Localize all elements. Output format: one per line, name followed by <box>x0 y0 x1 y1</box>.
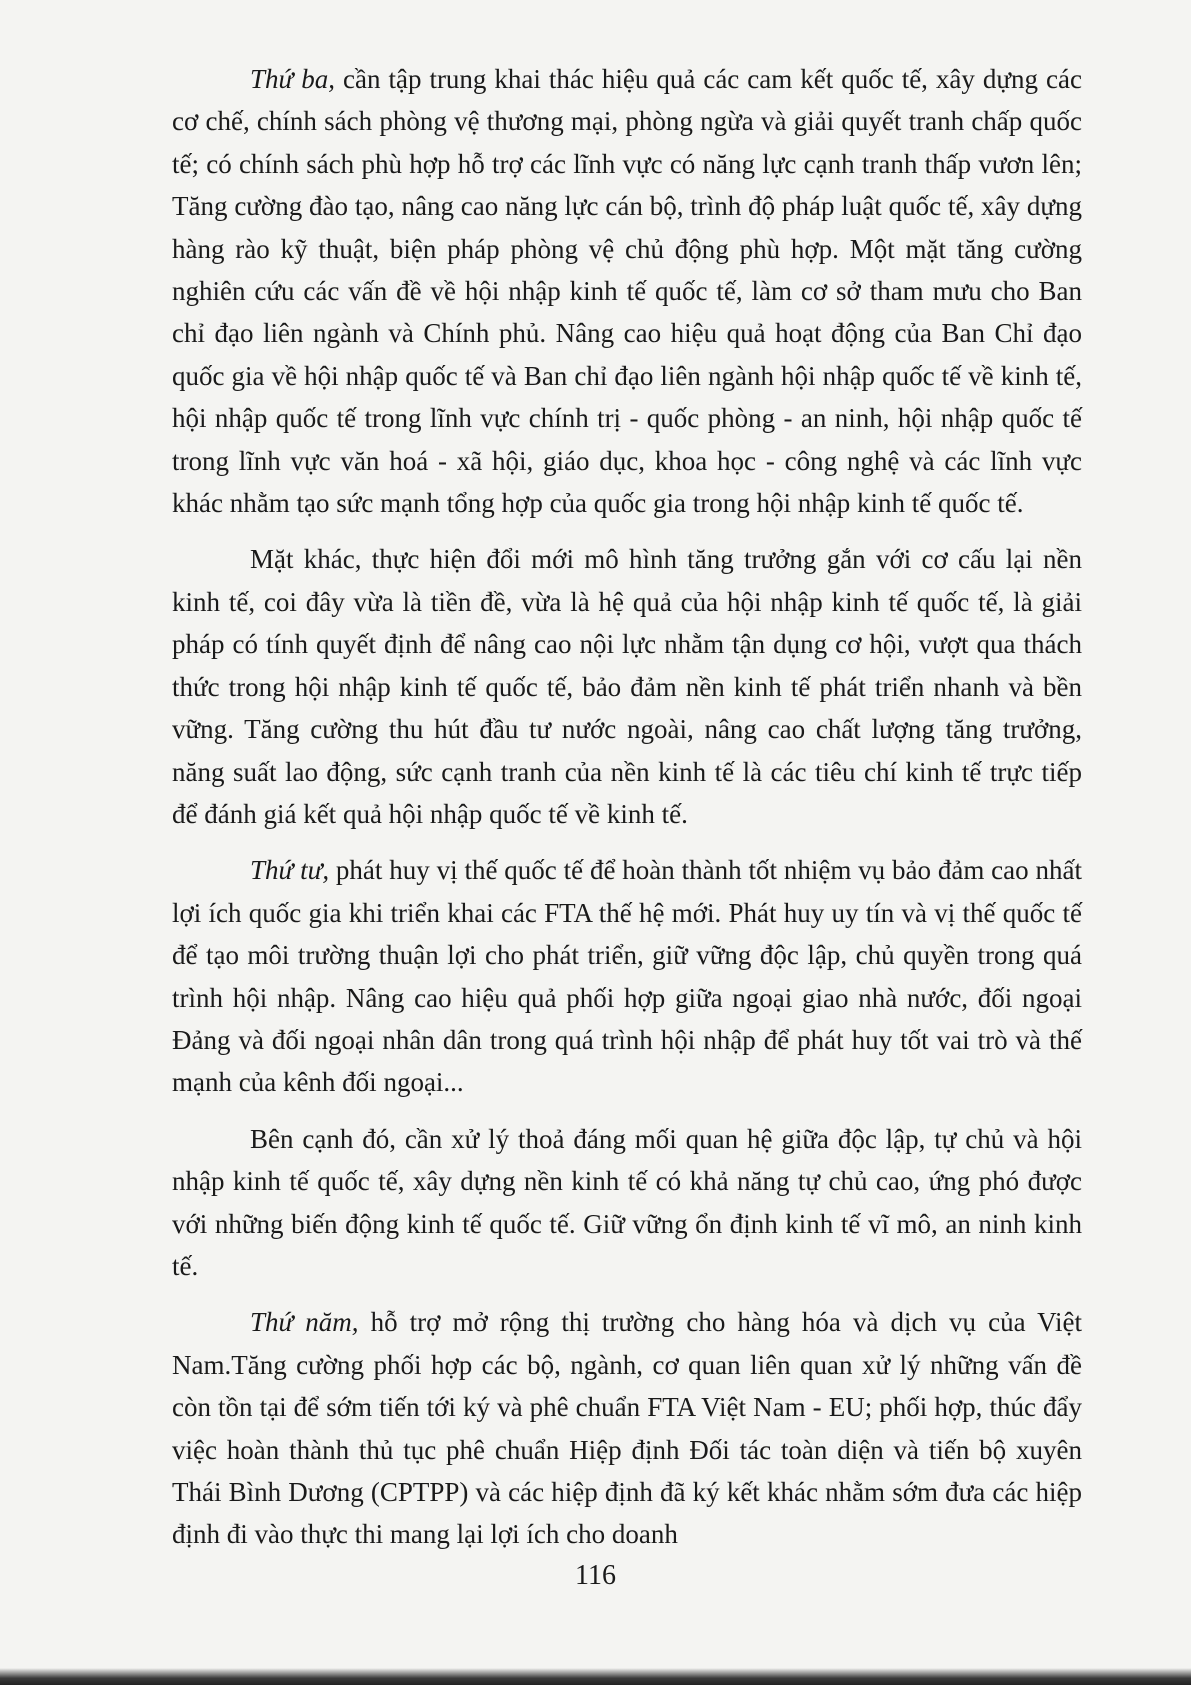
paragraph-mat-khac <box>172 538 1082 835</box>
paragraph-thu-ba <box>172 58 1082 524</box>
paragraph-lead: Thứ tư, <box>250 855 330 886</box>
body-text <box>172 58 1082 1570</box>
scan-bottom-edge <box>0 1668 1191 1685</box>
paragraph-lead: Thứ ba, <box>250 64 335 94</box>
paragraph-text: Bên cạnh đó, cần xử lý thoả đáng mối quan hệ giữa độc lập, tự chủ và hội nhập kinh tế quốc tế, xây dựng nền kinh tế có khả năng tự chủ cao, ứng phó được với những biến động kinh tế quốc tế. Giữ vững ổn định kinh tế vĩ mô, an ninh kinh tế. <box>172 1123 1082 1281</box>
paragraph-text: cần tập trung khai thác hiệu quả các cam kết quốc tế, xây dựng các cơ chế, chính sách phòng vệ thương mại, phòng ngừa và giải quyết tranh chấp quốc tế; có chính sách phù hợp hỗ trợ các lĩnh vực có năng lực cạnh tranh thấp vươn lên; Tăng cường đào tạo, nâng cao năng lực cán bộ, trình độ pháp luật quốc tế, xây dựng hàng rào kỹ thuật, biện pháp phòng vệ chủ động phù hợp. Một mặt tăng cường nghiên cứu các vấn đề về hội nhập kinh tế quốc tế, làm cơ sở tham mưu cho Ban chỉ đạo liên ngành và Chính phủ. Nâng cao hiệu quả hoạt động của Ban Chỉ đạo quốc gia về hội nhập quốc tế và Ban chỉ đạo liên ngành hội nhập quốc tế về kinh tế, hội nhập quốc tế trong lĩnh vực chính trị - quốc phòng - an ninh, hội nhập quốc tế trong lĩnh vực văn hoá - xã hội, giáo dục, khoa học - công nghệ và các lĩnh vực khác nhằm tạo sức mạnh tổng hợp của quốc gia trong hội nhập kinh tế quốc tế. <box>172 64 1082 519</box>
paragraph-thu-nam <box>172 1301 1082 1555</box>
paragraph-lead: Thứ năm, <box>250 1307 359 1338</box>
paragraph-text: hỗ trợ mở rộng thị trường cho hàng hóa và dịch vụ của Việt Nam.Tăng cường phối hợp các bộ, ngành, cơ quan liên quan xử lý những vấn đề còn tồn tại để sớm tiến tới ký và phê chuẩn FTA Việt Nam - EU; phối hợp, thúc đẩy việc hoàn thành thủ tục phê chuẩn Hiệp định Đối tác toàn diện và tiến bộ xuyên Thái Bình Dương (CPTPP) và các hiệp định đã ký kết khác nhằm sớm đưa các hiệp định đi vào thực thi mang lại lợi ích cho doanh <box>172 1307 1082 1550</box>
paragraph-thu-tu <box>172 849 1082 1103</box>
page-number: 116 <box>575 1560 616 1591</box>
paragraph-text: phát huy vị thế quốc tế để hoàn thành tốt nhiệm vụ bảo đảm cao nhất lợi ích quốc gia khi triển khai các FTA thế hệ mới. Phát huy uy tín và vị thế quốc tế để tạo môi trường thuận lợi cho phát triển, giữ vững độc lập, chủ quyền trong quá trình hội nhập. Nâng cao hiệu quả phối hợp giữa ngoại giao nhà nước, đối ngoại Đảng và đối ngoại nhân dân trong quá trình hội nhập để phát huy tốt vai trò và thế mạnh của kênh đối ngoại... <box>172 855 1082 1098</box>
paragraph-text: Mặt khác, thực hiện đổi mới mô hình tăng trưởng gắn với cơ cấu lại nền kinh tế, coi đây vừa là tiền đề, vừa là hệ quả của hội nhập kinh tế quốc tế, là giải pháp có tính quyết định để nâng cao nội lực nhằm tận dụng cơ hội, vượt qua thách thức trong hội nhập kinh tế quốc tế, bảo đảm nền kinh tế phát triển nhanh và bền vững. Tăng cường thu hút đầu tư nước ngoài, nâng cao chất lượng tăng trưởng, năng suất lao động, sức cạnh tranh của nền kinh tế là các tiêu chí kinh tế trực tiếp để đánh giá kết quả hội nhập quốc tế về kinh tế. <box>172 544 1082 829</box>
paragraph-ben-canh-do <box>172 1118 1082 1288</box>
